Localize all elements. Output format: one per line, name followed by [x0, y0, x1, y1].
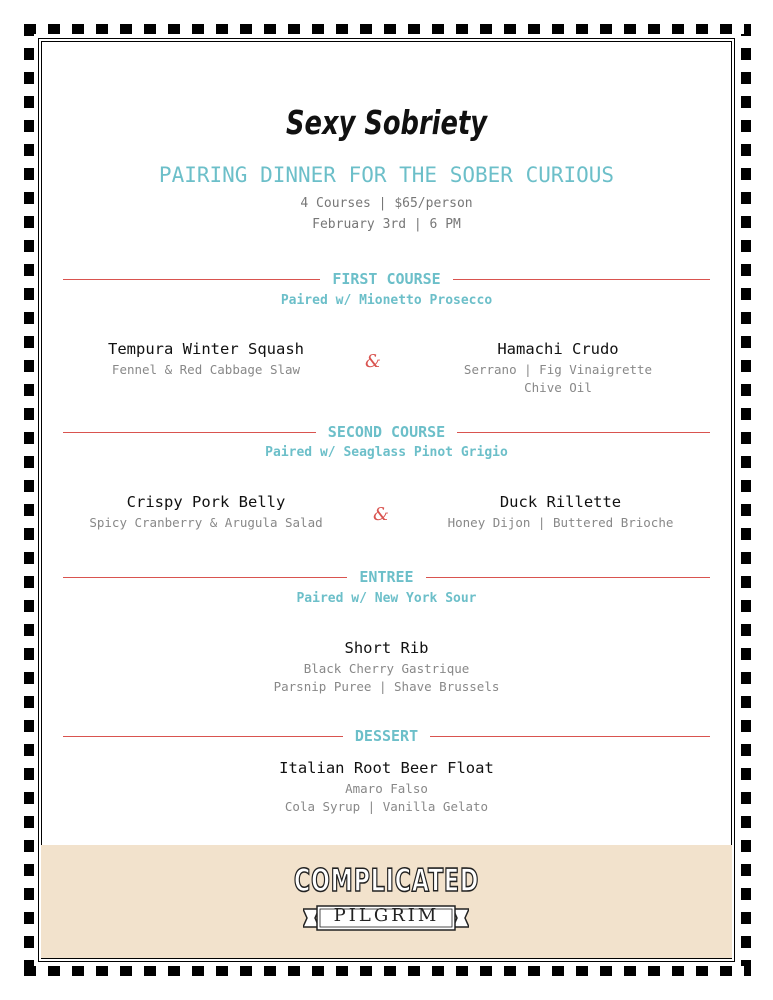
- dish-description: Cola Syrup | Vanilla Gelato: [284, 799, 489, 814]
- dish-name: Duck Rillette: [499, 493, 622, 511]
- dish-description: Amaro Falso: [345, 781, 428, 796]
- footer-band: [41, 845, 732, 958]
- dish-name: Italian Root Beer Float: [279, 759, 494, 777]
- menu-subtitle: PAIRING DINNER FOR THE SOBER CURIOUS: [158, 163, 615, 187]
- dish-description: Serrano | Fig Vinaigrette: [463, 362, 653, 377]
- event-date-time: February 3rd | 6 PM: [312, 217, 461, 232]
- course-heading-entree: [63, 568, 710, 588]
- dish-description: Chive Oil: [524, 380, 592, 395]
- course-pairing: Paired w/ Mionetto Prosecco: [280, 293, 493, 308]
- dish-description: Honey Dijon | Buttered Brioche: [447, 515, 674, 530]
- restaurant-logo-wordmark: COMPLICATED: [293, 863, 480, 899]
- course-label: SECOND COURSE: [316, 423, 457, 441]
- dish-name: Short Rib: [344, 639, 429, 657]
- dish-description: Spicy Cranberry & Arugula Salad: [89, 515, 323, 530]
- course-label: FIRST COURSE: [320, 270, 452, 288]
- dish-item: [41, 759, 732, 816]
- course-heading-second: [63, 423, 710, 443]
- course-heading-first: [63, 270, 710, 290]
- restaurant-logo-subtitle: PILGRIM: [333, 905, 440, 926]
- dish-item: [41, 639, 732, 696]
- course-pairing: Paired w/ New York Sour: [296, 591, 477, 606]
- menu-title: Sexy Sobriety: [285, 103, 488, 142]
- dish-name: Crispy Pork Belly: [126, 493, 286, 511]
- dish-name: Hamachi Crudo: [497, 340, 619, 358]
- courses-price: 4 Courses | $65/person: [300, 196, 473, 211]
- dish-item: [428, 493, 693, 532]
- dish-description: Black Cherry Gastrique: [303, 661, 470, 676]
- dish-description: Fennel & Red Cabbage Slaw: [111, 362, 301, 377]
- dish-item: [433, 340, 683, 397]
- ampersand-divider: &: [365, 351, 382, 372]
- dish-item: [81, 340, 331, 379]
- ampersand-divider: &: [373, 504, 390, 525]
- course-label: DESSERT: [343, 727, 430, 745]
- menu-content: [41, 41, 732, 959]
- course-pairing: Paired w/ Seaglass Pinot Grigio: [265, 445, 508, 460]
- dish-item: [71, 493, 341, 532]
- course-heading-dessert: [63, 727, 710, 747]
- course-label: ENTREE: [347, 568, 425, 586]
- dish-name: Tempura Winter Squash: [108, 340, 304, 358]
- dish-description: Parsnip Puree | Shave Brussels: [273, 679, 500, 694]
